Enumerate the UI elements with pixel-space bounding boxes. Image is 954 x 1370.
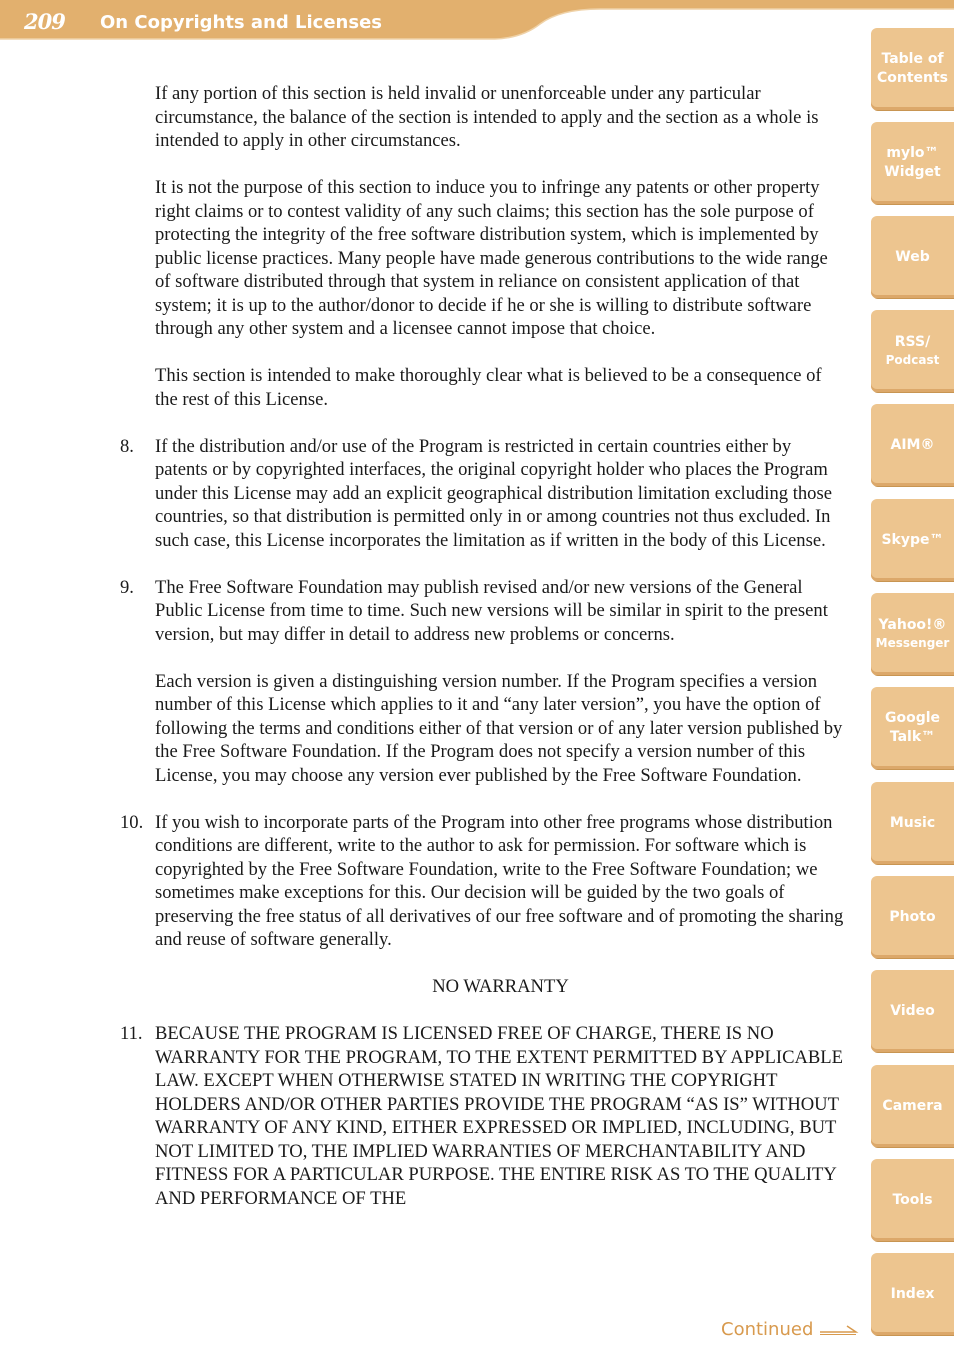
tab-label: Index [890,1285,935,1302]
no-warranty-heading: NO WARRANTY [432,976,569,997]
paragraph: If you wish to incorporate parts of the Program into other free programs whose distribution conditions are different, write to the author to ask for permission. For software which is copyrighted by the Free Software Foundation, write to the Free Software Foundation; we sometimes make exceptions for this. Our decision will be guided by the two goals of preserving the free status of all derivatives of our free software and of promoting the sharing and reuse of software generally. [155,811,844,950]
tab-label: Video [890,1002,935,1019]
tab-skype[interactable] [871,499,954,581]
paragraph: BECAUSE THE PROGRAM IS LICENSED FREE OF CHARGE, THERE IS NO WARRANTY FOR THE PROGRAM, TO THE EXTENT PERMITTED BY APPLICABLE LAW. EXCEPT WHEN OTHERWISE STATED IN WRITING THE COPYRIGHT HOLDERS AND/OR OTHER PARTIES PROVIDE THE PROGRAM “AS IS” WITHOUT WARRANTY OF ANY KIND, EITHER EXPRESSED OR IMPLIED, INCLUDING, BUT NOT LIMITED TO, THE IMPLIED WARRANTIES OF MERCHANTABILITY AND FITNESS FOR A PARTICULAR PURPOSE. THE ENTIRE RISK AS TO THE QUALITY AND PERFORMANCE OF THE [155,1023,844,1209]
tab-web[interactable] [871,216,954,298]
tab-label: Contents [876,70,949,86]
item-number: 9. [120,576,134,598]
tab-label: Photo [889,908,936,925]
license-text [120,82,846,1234]
tab-table-of-contents[interactable] [871,28,954,110]
item-body [155,576,846,788]
list-item-11 [120,1022,846,1210]
tab-label: RSS/ [894,334,931,350]
list-item-8 [120,435,846,553]
continued-label: Continued [721,1319,814,1340]
paragraph: If any portion of this section is held invalid or unenforceable under any particular circumstance, the balance of the section is intended to apply and the section as a whole is intended to apply in other circumstances. [155,83,819,151]
tab-label: Messenger [875,636,950,650]
tab-tools[interactable] [871,1159,954,1241]
tab-google-talk[interactable] [871,687,954,769]
tab-label: Web [895,248,930,265]
paragraph: If the distribution and/or use of the Program is restricted in certain countries either by patents or by copyrighted interfaces, the original copyright holder who places the Program under this License may add an explicit geographical distribution limitation excluding those countries, so that distribution is permitted only in or among countries not thus excluded. In such case, this License incorporates the limitation as if written in the body of this License. [155,435,832,551]
paragraph: Each version is given a distinguishing version number. If the Program specifies a version number of this License which applies to it and “any later version”, you have the option of following the terms and conditions either of that version or of any later version published by the Free Software Foundation. If the Program does not specify a version number of this License, you may choose any version ever published by the Free Software Foundation. [155,670,843,786]
tab-label: Podcast [885,353,940,367]
tab-camera[interactable] [871,1065,954,1147]
tab-label: Camera [882,1097,943,1114]
tab-label: Music [889,814,936,831]
tab-label: AIM® [890,436,935,453]
section-title: On Copyrights and Licenses [100,12,382,33]
list-item-10 [120,811,846,952]
list-item-9 [120,576,846,788]
tab-index[interactable] [871,1253,954,1335]
paragraph: This section is intended to make thoroughly clear what is believed to be a consequence of the rest of this License. [155,365,822,410]
paragraph: It is not the purpose of this section to induce you to infringe any patents or other property right claims or to contest validity of any such claims; this section has the sole purpose of protecting the integrity of the free software distribution system, which is implemented by public license practices. Many people have made generous contributions to the wide range of software distributed through that system in reliance on consistent application of that system; it is up to the author/donor to decide if he or she is willing to distribute software through any other system and a licensee cannot impose that choice. [155,177,828,339]
tab-photo[interactable] [871,876,954,958]
tab-label: Talk™ [889,729,936,745]
item-body [155,1022,846,1210]
tab-label: Skype™ [881,531,944,548]
tab-label: Google [884,710,941,726]
tab-rss-podcast[interactable] [871,310,954,392]
paragraph: The Free Software Foundation may publish revised and/or new versions of the General Public License from time to time. Such new versions will be similar in spirit to the present version, but may differ in detail to address new problems or concerns. [155,576,828,645]
tab-label: Yahoo!® [878,617,947,633]
tab-music[interactable] [871,782,954,864]
item-number: 8. [120,435,134,457]
continued-link[interactable] [721,1319,859,1340]
item-body [155,811,846,952]
tab-video[interactable] [871,970,954,1052]
page-number: 209 [24,9,65,34]
tab-mylo-widget[interactable] [871,122,954,204]
tab-yahoo-messenger[interactable] [871,593,954,675]
item-number: 10. [120,811,144,833]
page-header [0,0,954,40]
tab-label: Table of [881,51,944,67]
tab-label: Tools [892,1191,933,1208]
tab-label: Widget [884,164,941,180]
tab-aim[interactable] [871,404,954,486]
item-body [155,435,846,553]
item-number: 11. [120,1023,143,1044]
arrow-right-icon [819,1324,859,1336]
tab-label: mylo™ [886,145,939,161]
